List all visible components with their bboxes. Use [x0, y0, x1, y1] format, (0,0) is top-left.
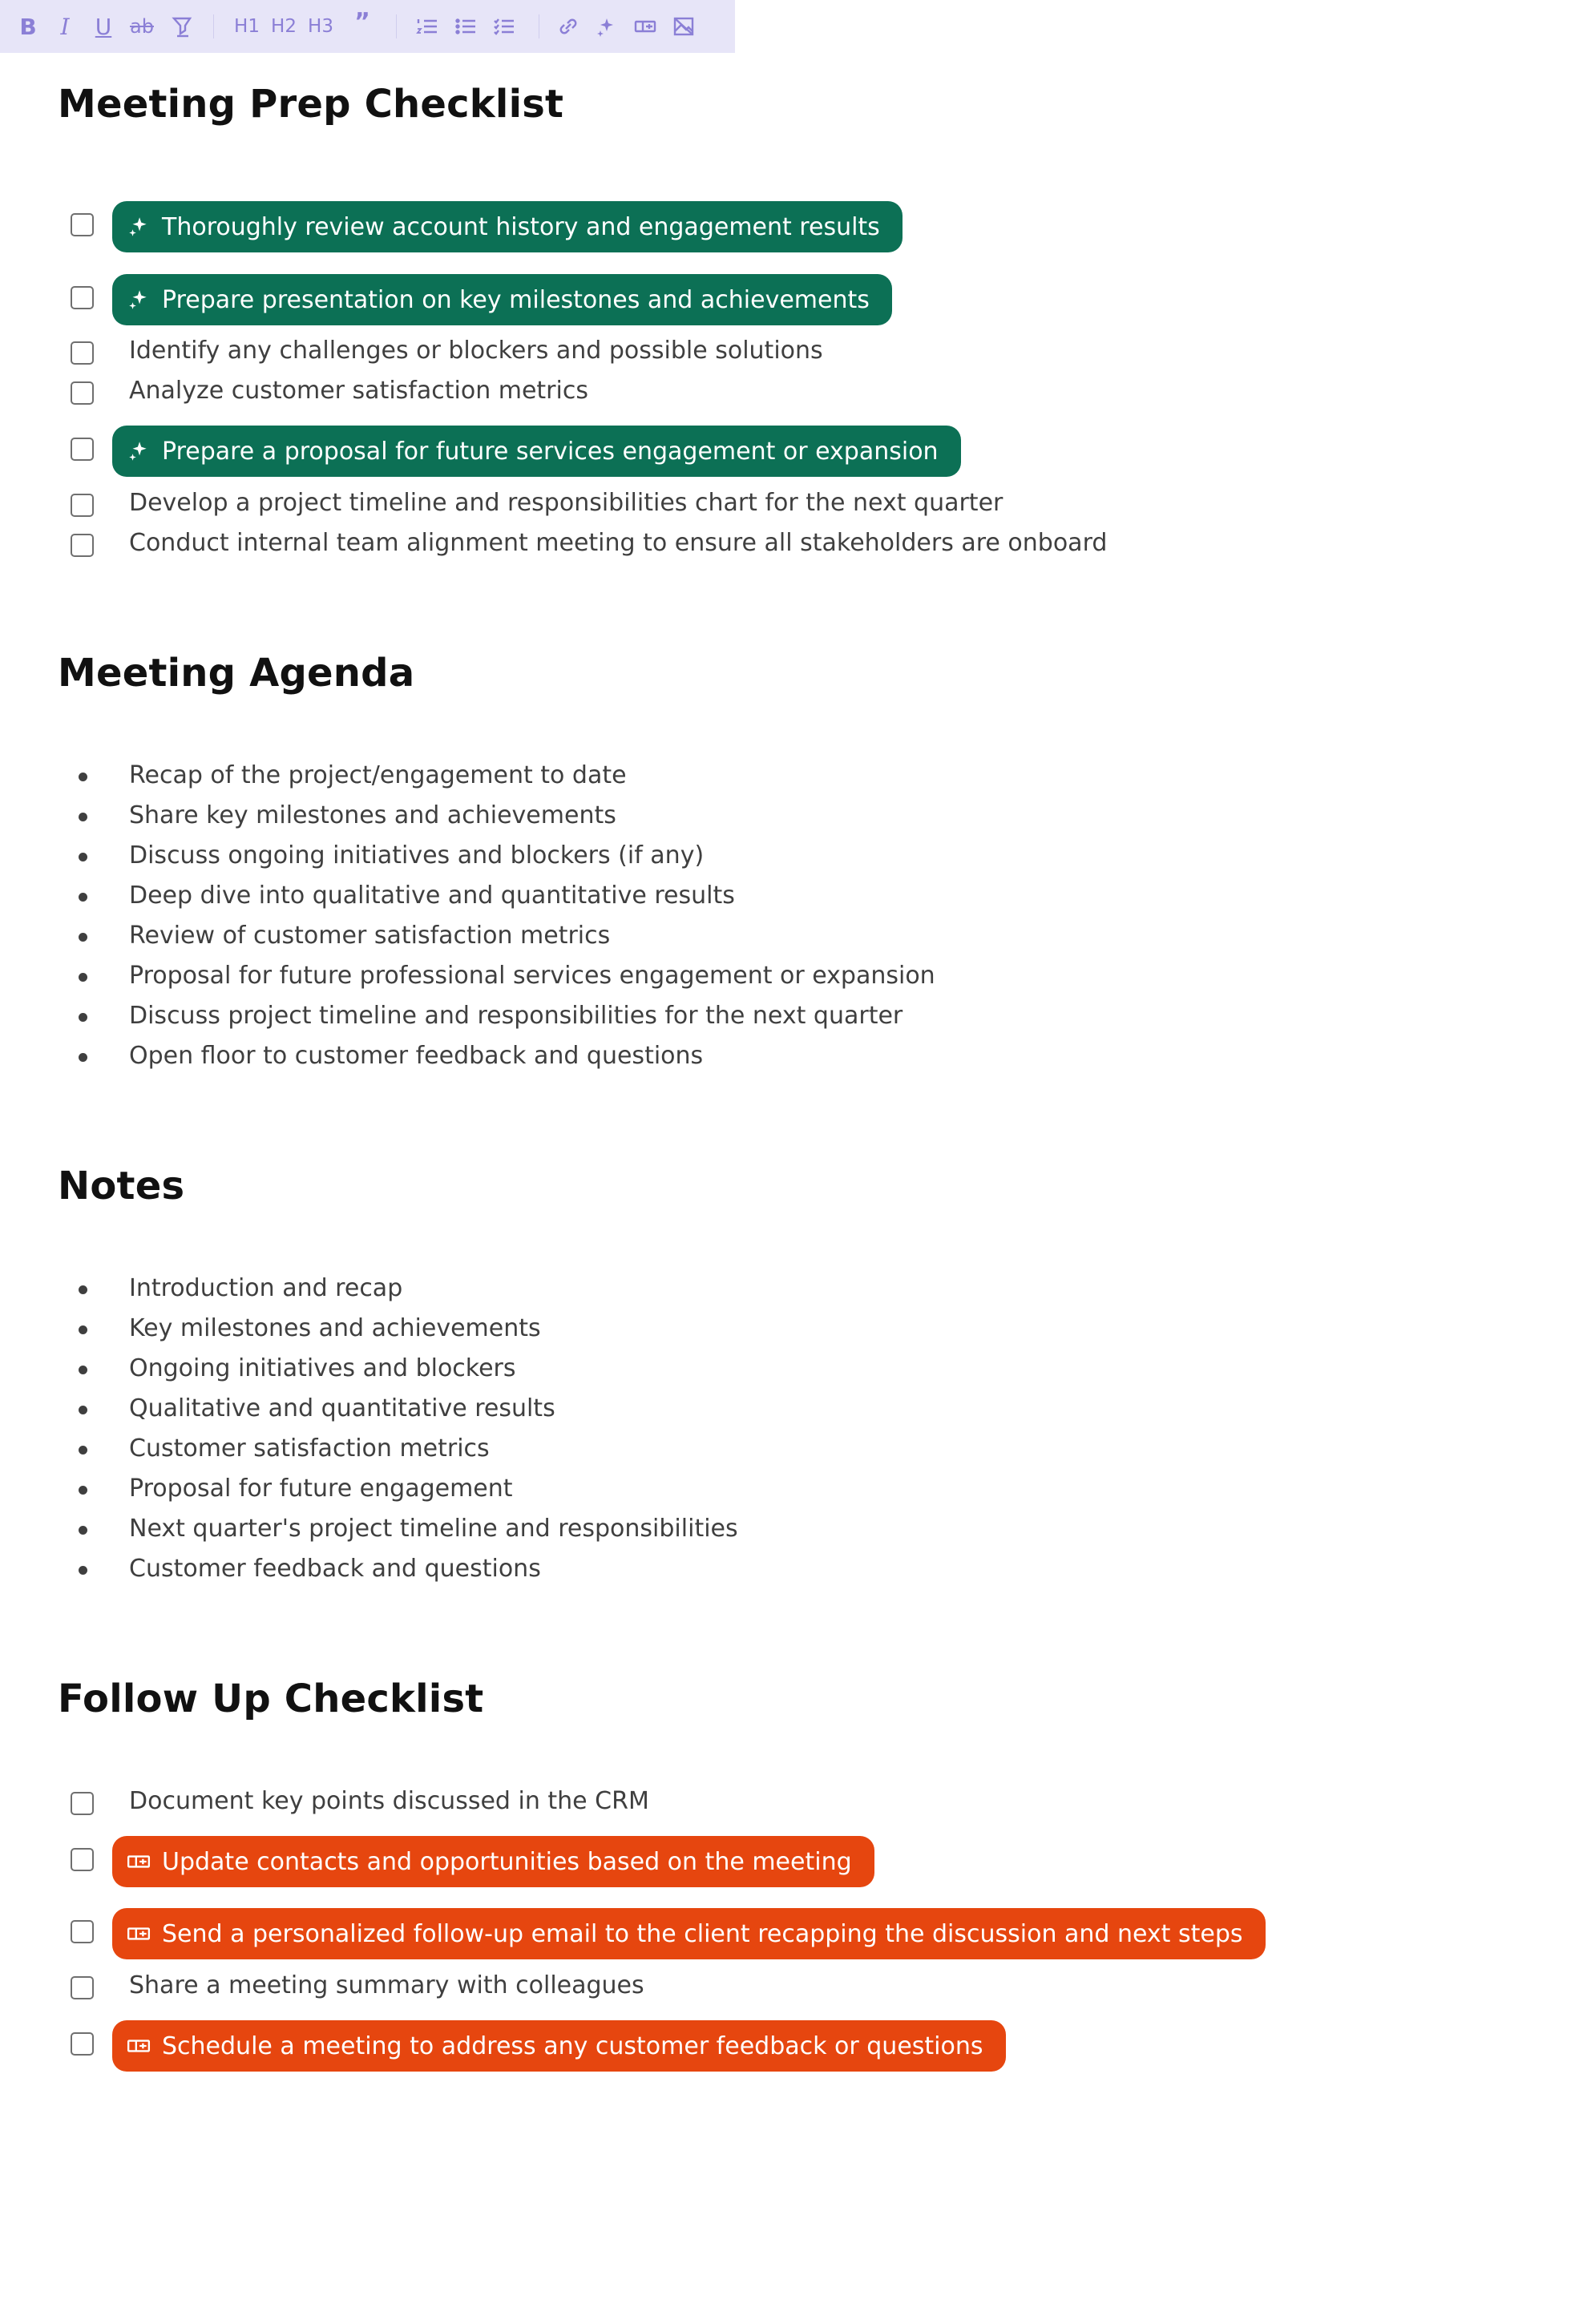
checklist-item [71, 278, 94, 317]
crm-action-pill[interactable] [112, 1908, 1266, 1959]
heading2-button[interactable]: H2 [271, 16, 297, 37]
task-label: Prepare a proposal for future services engagement or expansion [162, 437, 939, 466]
checkbox[interactable] [71, 2032, 94, 2056]
bullet-dot [79, 1053, 87, 1062]
task-label: Develop a project timeline and responsibilities chart for the next quarter [129, 489, 1003, 517]
checklist-item [71, 526, 94, 564]
list-item: Share key milestones and achievements [129, 801, 616, 829]
checklist-item [71, 373, 94, 412]
task-label: Thoroughly review account history and engagement results [162, 212, 880, 241]
bullet-dot [79, 893, 87, 902]
heading1-button[interactable]: H1 [234, 16, 260, 37]
crm-field-icon [125, 2032, 152, 2060]
list-item: Recap of the project/engagement to date [129, 761, 627, 789]
ai-generated-task-pill[interactable] [112, 274, 892, 325]
crm-field-icon[interactable] [632, 13, 659, 40]
checkbox[interactable] [71, 213, 94, 236]
underline-icon[interactable]: U [95, 13, 112, 40]
list-item: Proposal for future engagement [129, 1475, 513, 1503]
list-item: Deep dive into qualitative and quantitative results [129, 882, 735, 910]
checkbox[interactable] [71, 286, 94, 309]
bullet-dot [79, 973, 87, 982]
ai-sparkle-icon [125, 213, 152, 240]
checklist-item [71, 333, 94, 372]
highlighter-icon[interactable] [168, 13, 196, 40]
list-item: Review of customer satisfaction metrics [129, 922, 611, 950]
section-title-notes: Notes [58, 1164, 185, 1208]
section-title-agenda: Meeting Agenda [58, 651, 415, 696]
crm-field-icon [125, 1848, 152, 1875]
ai-generated-task-pill[interactable] [112, 201, 903, 252]
task-label: Conduct internal team alignment meeting to ensure all stakeholders are onboard [129, 529, 1108, 557]
heading3-button[interactable]: H3 [308, 16, 333, 37]
ai-sparkle-icon [125, 286, 152, 313]
ai-generated-task-pill[interactable] [112, 426, 961, 477]
task-label: Analyze customer satisfaction metrics [129, 377, 588, 405]
list-item: Proposal for future professional services engagement or expansion [129, 962, 935, 990]
bold-icon[interactable]: B [19, 13, 37, 40]
bullet-dot [79, 1406, 87, 1414]
list-item: Qualitative and quantitative results [129, 1394, 555, 1422]
checkbox[interactable] [71, 534, 94, 557]
checklist-icon[interactable] [491, 13, 518, 40]
list-item: Open floor to customer feedback and questions [129, 1042, 704, 1070]
bullet-dot [79, 853, 87, 861]
list-item: Introduction and recap [129, 1274, 403, 1302]
crm-action-pill[interactable] [112, 2020, 1006, 2072]
quote-button[interactable]: ” [354, 7, 370, 36]
toolbar-divider [396, 14, 397, 38]
checkbox[interactable] [71, 438, 94, 461]
strikethrough-icon[interactable]: ab [130, 15, 154, 38]
checklist-item [71, 430, 94, 468]
image-icon[interactable] [670, 13, 697, 40]
list-item: Customer satisfaction metrics [129, 1434, 490, 1463]
section-title-followup: Follow Up Checklist [58, 1676, 484, 1721]
bullet-dot [79, 1486, 87, 1495]
bullet-dot [79, 1325, 87, 1334]
checklist-item [71, 2024, 94, 2063]
ai-sparkle-icon [125, 438, 152, 465]
list-item: Key milestones and achievements [129, 1314, 541, 1342]
checkbox[interactable] [71, 1920, 94, 1943]
bullet-dot [79, 1526, 87, 1535]
bullet-dot [79, 773, 87, 781]
ai-sparkle-icon[interactable] [593, 13, 620, 40]
task-label: Identify any challenges or blockers and possible solutions [129, 337, 823, 365]
checklist-item [71, 1840, 94, 1878]
checkbox[interactable] [71, 1976, 94, 1999]
bullet-list-icon[interactable] [452, 13, 479, 40]
formatting-toolbar [0, 0, 735, 53]
checklist-item [71, 1912, 94, 1951]
italic-icon[interactable]: I [60, 13, 70, 40]
task-label: Send a personalized follow-up email to the client recapping the discussion and next steps [162, 1919, 1243, 1948]
checkbox[interactable] [71, 494, 94, 517]
bullet-dot [79, 813, 87, 821]
checkbox[interactable] [71, 341, 94, 365]
bullet-dot [79, 1446, 87, 1455]
task-label: Schedule a meeting to address any customer feedback or questions [162, 2031, 983, 2060]
checkbox[interactable] [71, 1848, 94, 1871]
checklist-item [71, 205, 94, 244]
toolbar-divider [213, 14, 214, 38]
task-label: Share a meeting summary with colleagues [129, 1971, 644, 1999]
list-item: Discuss ongoing initiatives and blockers (if any) [129, 841, 705, 869]
checkbox[interactable] [71, 381, 94, 405]
task-label: Update contacts and opportunities based on the meeting [162, 1847, 852, 1876]
crm-action-pill[interactable] [112, 1836, 874, 1887]
bullet-dot [79, 1285, 87, 1294]
checklist-item [71, 486, 94, 524]
bullet-dot [79, 1366, 87, 1374]
checkbox[interactable] [71, 1792, 94, 1815]
list-item: Next quarter's project timeline and responsibilities [129, 1515, 738, 1543]
bullet-dot [79, 1566, 87, 1575]
list-item: Discuss project timeline and responsibilities for the next quarter [129, 1002, 903, 1030]
section-title-prep: Meeting Prep Checklist [58, 82, 564, 127]
list-item: Customer feedback and questions [129, 1555, 541, 1583]
task-label: Document key points discussed in the CRM [129, 1787, 649, 1815]
bullet-dot [79, 1013, 87, 1022]
crm-field-icon [125, 1920, 152, 1947]
checklist-item [71, 1784, 94, 1822]
checklist-item [71, 1968, 94, 2007]
bullet-dot [79, 933, 87, 942]
numbered-list-icon[interactable] [414, 13, 441, 40]
task-label: Prepare presentation on key milestones and achievements [162, 285, 870, 314]
link-icon[interactable] [555, 13, 582, 40]
list-item: Ongoing initiatives and blockers [129, 1354, 516, 1382]
